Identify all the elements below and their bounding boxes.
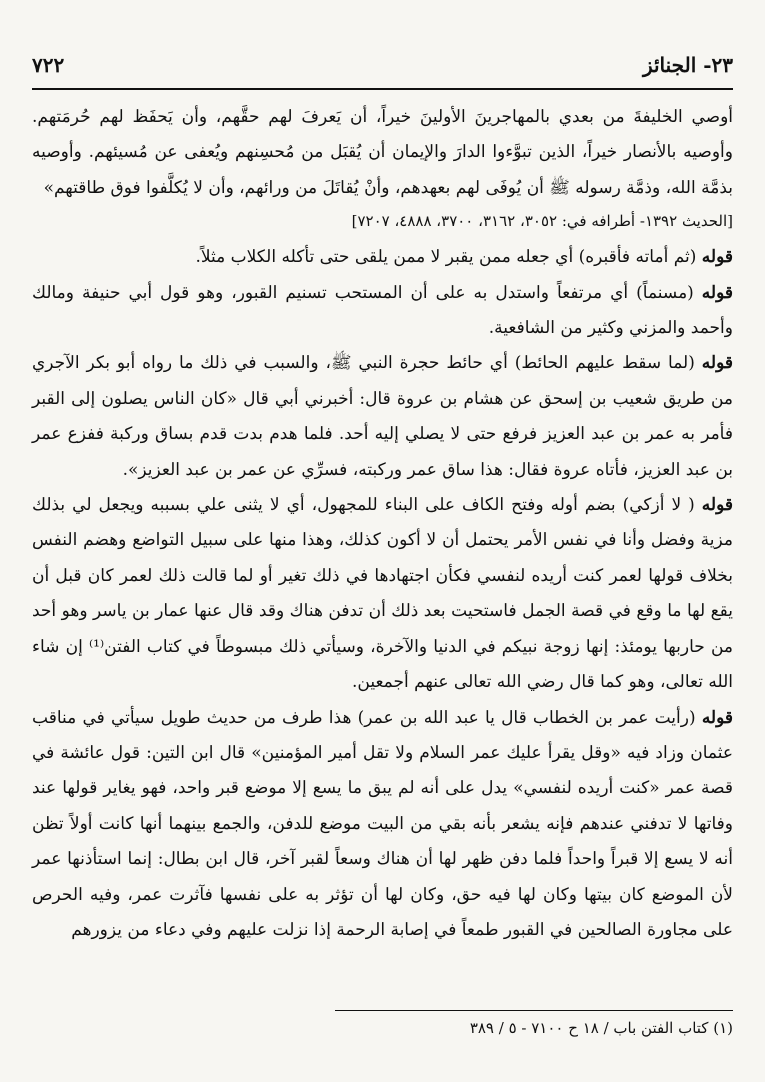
paragraph bbox=[32, 240, 733, 275]
paragraph bbox=[32, 346, 733, 488]
paragraph bbox=[32, 276, 733, 347]
paragraph bbox=[32, 701, 733, 949]
paragraph-text: ( لا أزكي) بضم أوله وفتح الكاف على البناء للمجهول، أي لا يثنى علي بسببه ويجعل لي بذلك مزية وفضل وأنا في نفس الأمر يحتمل أن لا أكون كذلك، وهذا منها على سبيل التواضع وهضم النفس بخلاف قولها لعمر كنت أريده لنفسي فكأن اجتهادها في ذلك تغير أو لما قالت ذلك لعمر كان قبل أن يقع لها ما وقع في قصة الجمل فاستحيت بعد ذلك أن تدفن هناك وقد قال عنها عمار بن ياسر وهو أحد من حاربها يومئذ: إنها زوجة نبيكم في الدنيا والآخرة، وسيأتي ذلك مبسوطاً في كتاب الفتن⁽¹⁾ إن شاء الله تعالى، وهو كما قال رضي الله تعالى عنهم أجمعين. bbox=[32, 495, 733, 693]
page-number: ٧٢٢ bbox=[32, 53, 65, 77]
qawl-label: قوله bbox=[701, 495, 733, 516]
page-header bbox=[32, 48, 733, 82]
qawl-label: قوله bbox=[701, 707, 734, 728]
paragraph-text: (لما سقط عليهم الحائط) أي حائط حجرة النبي ﷺ، والسبب في ذلك ما رواه أبو بكر الآجري من طريق شعيب بن إسحق عن هشام بن عروة قال: أخبرني أبي قال «كان الناس يصلون إلى القبر فأمر به عمر بن عبد العزيز فرفع حتى لا يصلي إليه أحد. فلما هدم بدت قدم بساق وركبة ففزع عمر بن عبد العزيز، فأتاه عروة فقال: هذا ساق عمر وركبته، فسرِّي عن عمر بن عبد العزيز». bbox=[32, 353, 733, 480]
paragraph bbox=[32, 488, 733, 700]
footnote-rule bbox=[335, 1010, 733, 1011]
header-rule bbox=[32, 88, 733, 90]
paragraph-text: (مسنماً) أي مرتفعاً واستدل به على أن المستحب تسنيم القبور، وهو قول أبي حنيفة ومالك وأحمد والمزني وكثير من الشافعية. bbox=[32, 282, 733, 339]
qawl-label: قوله bbox=[701, 282, 733, 303]
paragraph bbox=[32, 100, 733, 206]
paragraph-text: (ثم أماته فأقبره) أي جعله ممن يقبر لا ممن يلقى حتى تأكله الكلاب مثلاً. bbox=[195, 247, 697, 268]
body-text bbox=[32, 100, 733, 948]
qawl-label: قوله bbox=[701, 247, 733, 268]
qawl-label: قوله bbox=[701, 353, 733, 374]
footnote: (١) كتاب الفتن باب / ١٨ ح ٧١٠٠ - ٥ / ٣٨٩ bbox=[469, 1019, 733, 1037]
chapter-title: ٢٣- الجنائز bbox=[642, 53, 733, 77]
hadith-reference: [الحديث ١٣٩٢- أطرافه في: ٣٠٥٢، ٣١٦٢، ٣٧٠٠، ٤٨٨٨، ٧٢٠٧] bbox=[351, 212, 733, 231]
paragraph-text: (رأيت عمر بن الخطاب قال يا عبد الله بن عمر) هذا طرف من حديث طويل سيأتي في مناقب عثمان وزاد فيه «وقل يقرأ عليك عمر السلام ولا تقل أمير المؤمنين» قال ابن التين: قول عائشة في قصة عمر «كنت أريده لنفسي» يدل على أنه لم يبق ما يسع إلا موضع قبر واحد، فهو يغاير قولها عند وفاتها لا تدفني عندهم فإنه يشعر بأنه بقي من البيت موضع للدفن، والجمع بينهما أنها كانت أولاً تظن أنه لا يسع إلا قبراً واحداً فلما دفن ظهر لها أن هناك وسعاً لقبر آخر، قال ابن بطال: إنما استأذنها عمر لأن الموضع كان بيتها وكان لها فيه حق، وكان لها أن تؤثر به على نفسها فآثرت عمر، وفيه الحرص على مجاورة الصالحين في القبور طمعاً في إصابة الرحمة إذا نزلت عليهم وفي دعاء من يزورهم bbox=[32, 707, 733, 940]
paragraph-text: أوصي الخليفةَ من بعدي بالمهاجرينَ الأولينَ خيراً، أن يَعرفَ لهم حقَّهم، وأن يَحفَظ لهم حُرمَتهم. وأوصيه بالأنصار خيراً، الذين تبوَّءوا الدارَ والإيمان أن يُقبَل من مُحسِنهم ويُعفى عن مُسيئهم. وأوصيه بذمَّة الله، وذمَّة رسوله ﷺ أن يُوفَى لهم بعهدهم، وأنْ يُقاتَلَ من ورائهم، وأن لا يُكلَّفوا فوق طاقتهم» bbox=[32, 107, 733, 198]
